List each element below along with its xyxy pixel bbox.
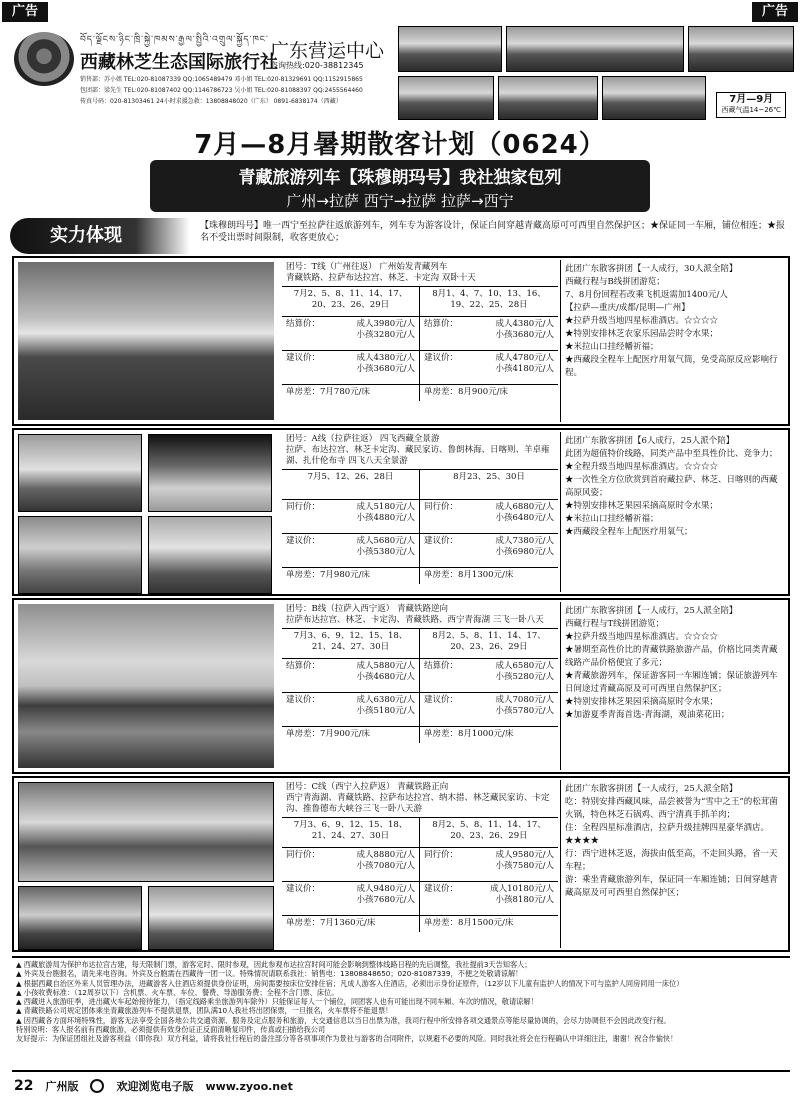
photo-palace	[148, 434, 272, 512]
dates-august: 8月2、5、8、11、14、17、20、23、26、29日	[420, 818, 558, 848]
highlight-line: ★拉萨升级当地四星标准酒店。☆☆☆☆	[565, 632, 719, 642]
tour-section-a	[12, 428, 790, 596]
photo-road-mountain	[18, 782, 274, 882]
tour-table	[282, 780, 558, 948]
tour-highlights	[560, 260, 786, 422]
edition-label: 广州版	[45, 1080, 79, 1093]
note-line: ▲ 外宾及台胞报名，请先来电咨询。外宾及台胞需在西藏待一团一议。特殊情况请联系我社：销售电：13808848650；020-81087339，不便之处敬请谅解！	[16, 969, 523, 979]
welcome-text: 欢迎浏览电子版	[116, 1080, 194, 1093]
dates-july: 7月2、5、8、11、14、17、20、23、26、29日	[282, 287, 420, 317]
dates-july: 7月3、6、9、12、15、18、21、24、27、30日	[282, 629, 420, 659]
page-number: 22	[14, 1078, 34, 1094]
single-room-july: 单房差：7月1360元/床	[282, 916, 420, 932]
tibetan-name: བོད་ལྗོངས་ཉིང་ཁྲི་སྐྱེ་ཁམས་རྒྱལ་སྤྱིའི་འགྲུལ་སྐྱོད་ཁང་	[80, 35, 269, 45]
tour-section-t	[12, 256, 790, 426]
photo-hills	[148, 516, 272, 594]
suggest-price-august: 建议价： 成人7080元/人 小孩5780元/人	[420, 693, 558, 727]
highlight-line: 西藏行程与T线拼团游览；	[565, 619, 665, 629]
photo-sky	[398, 76, 494, 120]
single-room-july: 单房差：7月900元/床	[282, 727, 420, 743]
photo-valley	[498, 76, 598, 120]
highlight-line: 此团广东散客拼团【一人成行，25人派全陪】	[565, 606, 738, 616]
tour-highlights	[560, 780, 786, 948]
tour-head: 团号：T线（广州往返） 广州始发青藏列车 青藏铁路、拉萨布达拉宫、林芝、卡定沟 双卧十天	[282, 260, 558, 287]
highlight-line: 此团为超值特价线路，同类产品中至具性价比、竞争力；	[565, 449, 778, 459]
highlight-line: ★西藏段全程车上配医疗用氧气筒，免受高原反应影响行程。	[565, 355, 778, 378]
note-line: ▲ 青藏铁路公司规定团体乘坐青藏旅游列车不提供退票，团队满10人我社将出团保票，一旦报名，火车票将不能退票！	[16, 1006, 393, 1016]
header-photo-collage	[398, 26, 796, 122]
tour-section-b	[12, 598, 790, 774]
note-line: ▲ 小孩收费标准：（12周岁以下）含机票、火车票、车位、餐费、导游服务费；全程不含门票、床位。	[16, 987, 339, 997]
settle-price-august: 结算价： 成人6580元/人 小孩5280元/人	[420, 659, 558, 693]
tour-table	[282, 602, 558, 770]
photo-stupa	[18, 516, 142, 594]
header	[0, 26, 800, 122]
highlight-line: ★特别安排林芝果园采摘高原时令水果；	[565, 501, 719, 511]
contact-line: 传真号码：020-81303461 24小时求援急救：13808848020（广东） 0891-6838174（西藏）	[80, 98, 342, 105]
photo-mountain	[688, 26, 794, 72]
tour-table	[282, 432, 558, 592]
banner-line-2: 广州→拉萨 西宁→拉萨 拉萨→西宁	[286, 192, 514, 210]
suggest-price-august: 建议价： 成人7380元/人 小孩6980元/人	[420, 534, 558, 568]
settle-price-july: 结算价： 成人3980元/人 小孩3280元/人	[282, 317, 420, 351]
tour-section-c	[12, 776, 790, 952]
peer-price-august: 同行价： 成人6880元/人 小孩6480元/人	[420, 500, 558, 534]
company-name: 西藏林芝生态国际旅行社	[80, 52, 278, 73]
note-line: ▲ 根据西藏自治区外来人员管理办法，进藏游客入住酒店须提供身份证明，房间需要按床位安排住宿；凡成人游客入住酒店，必须出示身份证原件，（12岁以下儿童有监护人的情况下可与监护人同房同用一床位）	[16, 978, 684, 988]
globe-icon	[90, 1079, 104, 1093]
note-line: ▲ 因西藏各方面环境特殊性，游客无法享受全国各地公共交通资源、服务及定点服务和旅游，大交通信息以当日出票为准，我司行程中所安排各项交通景点等能尽量协调的，会尽力协调但不会因此改变行程。	[16, 1015, 671, 1025]
highlight-line: ★拉萨升级当地四星标准酒店。☆☆☆☆	[565, 316, 719, 326]
dates-july: 7月3、6、9、12、15、18、21、24、27、30日	[282, 818, 420, 848]
ad-label-left: 广告	[2, 2, 48, 22]
peer-price-august: 同行价： 成人9580元/人 小孩7580元/人	[420, 848, 558, 882]
tour-head: 团号：B线（拉萨入西宁返） 青藏铁路逆向 拉萨布达拉宫、林芝、卡定沟、青藏铁路、西宁青海湖 三飞一卧八天	[282, 602, 558, 629]
single-room-july: 单房差：7月980元/床	[282, 568, 420, 584]
photo-grid	[18, 434, 274, 590]
highlight-line: 7、8月份回程若改乘飞机返需加1400元/人	[565, 290, 728, 300]
ad-label-right: 广告	[752, 2, 798, 22]
suggest-price-august: 建议价： 成人4780元/人 小孩4180元/人	[420, 351, 558, 385]
operation-center: 广东营运中心	[270, 40, 385, 62]
single-room-august: 单房差：8月1300元/床	[424, 570, 514, 580]
photo-tent	[18, 434, 142, 512]
highlight-line: 此团广东散客拼团【一人成行，25人派全陪】	[565, 784, 738, 794]
note-line: ▲ 西藏进入旅游旺季，进出藏火车起始接待能力，（指定线路乘坐旅游列车除外）只能保证每人一个铺位，同团客人也有可能出现不同车厢、车次的情况，敬请谅解！	[16, 997, 538, 1007]
suggest-price-july: 建议价： 成人6380元/人 小孩5180元/人	[282, 693, 420, 727]
note-line: 特别说明：客人报名前有西藏旅游，必须提供有效身份证正反面清晰复印件，传真或扫描给我公司	[16, 1025, 326, 1035]
highlight-line: 此团广东散客拼团【6人成行，25人派个陪】	[565, 436, 735, 446]
highlight-line: ★特别安排林芝果园采摘高原时令水果；	[565, 697, 719, 707]
dates-august: 8月2、5、8、11、14、17、20、23、26、29日	[420, 629, 558, 659]
contact-line: 销售部：苏小姐 TEL:020-81087339 QQ:1065489479 邓小姐 TEL:020-81329691 QQ:1152915865	[80, 76, 363, 83]
dates-july: 7月5、12、26、28日	[282, 470, 420, 500]
highlight-line: 行：西宁进林芝返，海拔由低至高，不走回头路，省一天车程；	[565, 849, 778, 872]
highlight-line: 此团广东散客拼团【一人成行，30人派全陪】	[565, 264, 738, 274]
note-line: ▲ 西藏旅游局为保护布达拉宫古建，每天限制门票，游客定时、限时参观，因此参观布达拉宫时间可能会影响到整体线路日程的先后调整，我社提前3天告知客人；	[16, 960, 532, 969]
highlight-line: 西藏行程与B线拼团游览；	[565, 277, 665, 287]
season-badge: 7月—9月 西藏气温14~26℃	[716, 92, 786, 118]
highlight-line: ★暑期至高性价比的青藏铁路旅游产品，价格比同类青藏线路产品价格便宜了多元；	[565, 645, 778, 668]
photo-train-plateau	[18, 262, 274, 420]
single-room-july: 单房差：7月780元/床	[282, 385, 420, 401]
suggest-price-august: 建议价： 成人10180元/人 小孩8180元/人	[420, 882, 558, 916]
photo-yak-lake	[18, 604, 274, 768]
promo-banner	[150, 160, 650, 212]
tour-table	[282, 260, 558, 422]
company-logo-icon	[14, 32, 74, 86]
photo-train-snow	[18, 886, 142, 950]
suggest-price-july: 建议价： 成人5680元/人 小孩5380元/人	[282, 534, 420, 568]
single-room-august: 单房差：8月900元/床	[424, 387, 508, 397]
highlight-line: 【拉萨—重庆/成都/昆明—广州】	[565, 303, 690, 313]
banner-line-1: 青藏旅游列车【珠穆朗玛号】我社独家包列	[238, 168, 562, 188]
highlight-line: 住：全程四星标准酒店，拉萨升级挂牌四星豪华酒店。★★★★	[565, 823, 770, 846]
hotline: 咨询热线:020-38812345	[270, 61, 364, 70]
footer	[14, 1078, 790, 1094]
photo-road	[602, 76, 706, 120]
intro-text: 【珠穆朗玛号】唯一西宁至拉萨往返旅游列车，列车专为游客设计，保证白间穿越青藏高原可可西里自然保护区；★保证同一车厢，铺位相连；★报名不受出票时间限制，收客更放心；	[200, 221, 786, 243]
dates-august: 8月23、25、30日	[420, 470, 558, 500]
highlight-line: 吃：特别安排西藏风味，品尝被誉为“雪中之王”的松茸菌火锅，特色林芝石锅鸡、西宁清真手抓羊肉；	[565, 797, 778, 820]
settle-price-july: 结算价： 成人5880元/人 小孩4680元/人	[282, 659, 420, 693]
photo-lake	[506, 26, 684, 72]
note-line: 友好提示：为保证团组社及游客利益（即你我）双方利益，请将我社行程后的备注部分等各项事项作为景社与游客的合同附件，以规避不必要的风险。同时我社将会在行程确认中详细注注，谢谢！祝合作愉快！	[16, 1034, 678, 1044]
highlight-line: ★特别安排林芝农家乐园品尝时令水果；	[565, 329, 719, 339]
tour-highlights	[560, 602, 786, 770]
highlight-line: ★米拉山口挂经幡祈福；	[565, 514, 659, 524]
peer-price-july: 同行价： 成人5180元/人 小孩4880元/人	[282, 500, 420, 534]
highlight-line: ★一次性全方位欣赏到首府藏拉萨、林芝、日喀则的西藏高原风姿；	[565, 475, 778, 498]
website-link[interactable]: www.zyoo.net	[205, 1079, 293, 1093]
strength-tag: 实力体现	[10, 218, 190, 254]
photo-collage-c	[18, 782, 274, 946]
contact-line: 包团部：梁先生 TEL:020-81087402 QQ:1146786723 吴小姐 TEL:020-81088397 QQ:2455564460	[80, 87, 363, 94]
single-room-august: 单房差：8月1000元/床	[424, 729, 514, 739]
highlight-line: ★全程升级当地四星标准酒店。☆☆☆☆	[565, 462, 719, 472]
peer-price-july: 同行价： 成人8880元/人 小孩7080元/人	[282, 848, 420, 882]
tour-highlights	[560, 432, 786, 592]
single-room-august: 单房差：8月1500元/床	[424, 918, 514, 928]
highlight-line: ★青藏旅游列车，保证游客同一车厢连铺；保证旅游列车日间途过青藏高原及可可西里自然保护区；	[565, 671, 778, 694]
highlight-line: ★米拉山口挂经幡祈福；	[565, 342, 659, 352]
highlight-line: 游：乘坐青藏旅游列车，保证同一车厢连铺；日间穿越青藏高原及可可西里自然保护区；	[565, 875, 778, 898]
highlight-line: ★加游夏季青海首选-青海湖，观油菜花田；	[565, 710, 730, 720]
tour-head: 团号：C线（西宁入拉萨返） 青藏铁路正向 西宁青海湖、青藏铁路、拉萨布达拉宫、纳木措、林芝藏民家访、卡定沟、推鲁德布大峡谷三飞一卧八天游	[282, 780, 558, 818]
notes-block	[12, 956, 790, 1072]
highlight-line: ★西藏段全程车上配医疗用氧气；	[565, 527, 693, 537]
photo-yak	[148, 886, 274, 950]
photo-train	[398, 26, 502, 72]
page-title: 7月—8月暑期散客计划（0624）	[194, 130, 606, 160]
suggest-price-july: 建议价： 成人9480元/人 小孩7680元/人	[282, 882, 420, 916]
contacts-block	[80, 74, 390, 107]
settle-price-august: 结算价： 成人4380元/人 小孩3680元/人	[420, 317, 558, 351]
dates-august: 8月1、4、7、10、13、16、19、22、25、28日	[420, 287, 558, 317]
suggest-price-july: 建议价： 成人4380元/人 小孩3680元/人	[282, 351, 420, 385]
tour-head: 团号：A线（拉萨往返） 四飞西藏全景游 拉萨、布达拉宫、林芝卡定沟、藏民家访、鲁朗林海、日喀则、羊卓雍湖、扎什伦布寺 四飞八天全景游	[282, 432, 558, 470]
